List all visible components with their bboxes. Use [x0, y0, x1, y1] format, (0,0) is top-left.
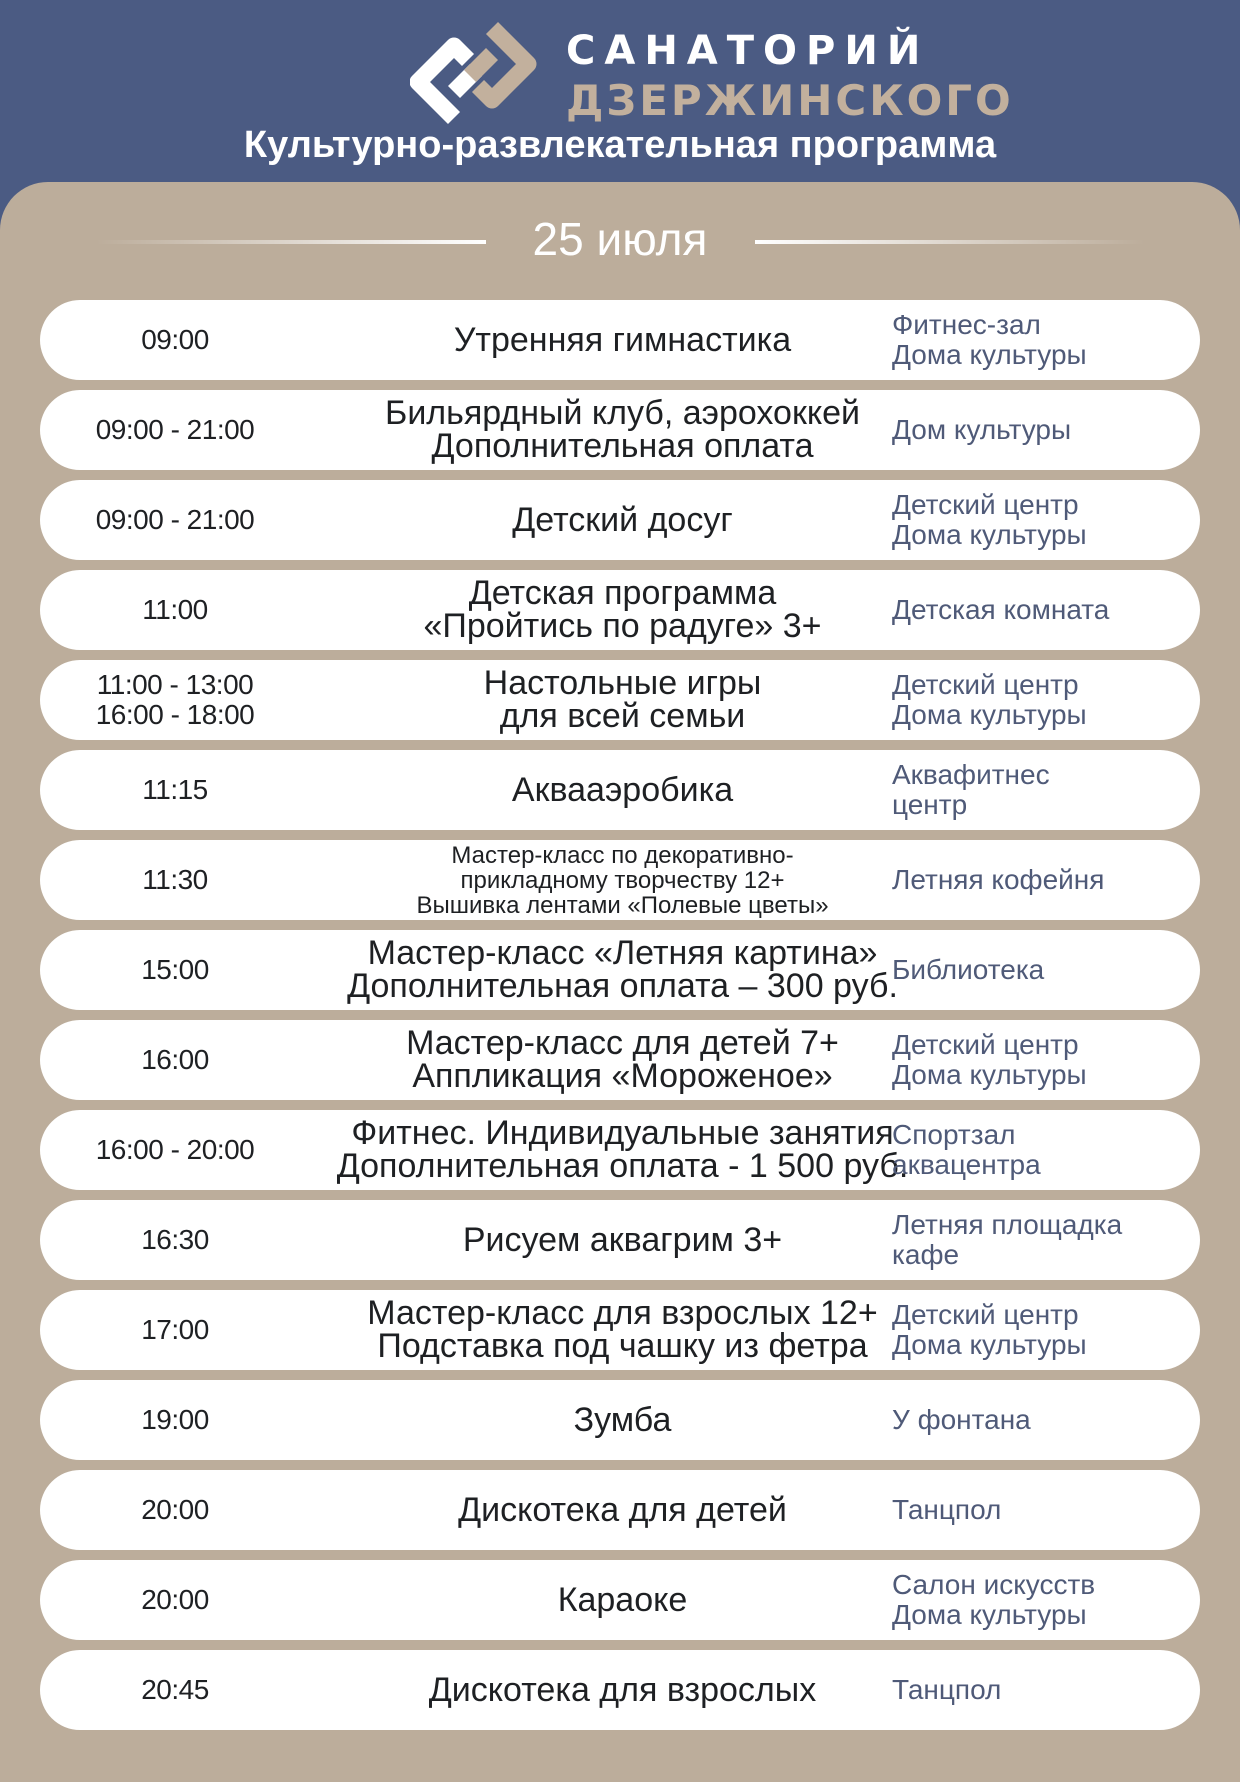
event-time — [40, 1650, 310, 1730]
event-time-line: 16:00 - 18:00 — [95, 699, 255, 730]
event-location-line: Детский центр — [892, 489, 1079, 520]
event-title-line: Дополнительная оплата - 1 500 руб. — [336, 1147, 909, 1185]
event-title-line: Зумба — [573, 1400, 672, 1439]
event-location — [892, 570, 1192, 650]
event-location-line: Детский центр — [892, 1029, 1079, 1060]
schedule-row — [40, 1020, 1200, 1100]
event-location-line: Детский центр — [892, 669, 1079, 700]
event-title-line: для всей семьи — [499, 697, 746, 735]
event-title — [310, 750, 935, 830]
event-time — [40, 750, 310, 830]
sanatorium-logo-icon — [410, 18, 560, 128]
event-time — [40, 1200, 310, 1280]
event-location — [892, 840, 1192, 920]
schedule-row — [40, 1200, 1200, 1280]
event-title-line: Вышивка лентами «Полевые цветы» — [416, 891, 829, 919]
date-heading — [0, 206, 1240, 276]
event-title-line: Рисуем аквагрим 3+ — [462, 1220, 783, 1259]
event-title-line: Подставка под чашку из фетра — [377, 1327, 868, 1365]
event-time — [40, 1290, 310, 1370]
event-title-line: прикладному творчеству 12+ — [460, 866, 785, 894]
event-location — [892, 1470, 1192, 1550]
event-title — [310, 480, 935, 560]
event-time-line: 15:00 — [141, 954, 209, 985]
schedule-row — [40, 1110, 1200, 1190]
event-location — [892, 660, 1192, 740]
brand-name-line-2: ДЗЕРЖИНСКОГО — [566, 76, 1014, 125]
event-location-line: Дома культуры — [892, 699, 1087, 730]
event-time — [40, 930, 310, 1010]
event-location — [892, 750, 1192, 830]
event-time-line: 11:15 — [142, 774, 208, 805]
event-time-line: 20:00 — [141, 1494, 209, 1525]
schedule-row — [40, 930, 1200, 1010]
event-location-line: Спортзал — [892, 1119, 1016, 1150]
event-title — [310, 660, 935, 740]
event-title-line: Дискотека для детей — [458, 1490, 787, 1529]
event-location — [892, 480, 1192, 560]
event-title — [310, 1290, 935, 1370]
schedule-row — [40, 840, 1200, 920]
schedule-row — [40, 1650, 1200, 1730]
event-title-line: Дополнительная оплата – 300 руб. — [347, 967, 898, 1005]
event-title-line: Детский досуг — [512, 500, 733, 539]
event-location-line: Дом культуры — [892, 414, 1072, 445]
event-time — [40, 1560, 310, 1640]
event-time-line: 16:30 — [141, 1224, 209, 1255]
event-time-line: 20:00 — [141, 1584, 209, 1615]
event-title-line: Аппликация «Мороженое» — [412, 1057, 833, 1095]
event-location — [892, 1020, 1192, 1100]
event-location — [892, 1650, 1192, 1730]
event-location — [892, 390, 1192, 470]
event-time — [40, 570, 310, 650]
event-title — [310, 390, 935, 470]
event-time-line: 11:30 — [142, 864, 208, 895]
event-location — [892, 1560, 1192, 1640]
event-location-line: центр — [892, 789, 968, 820]
event-title-line: Мастер-класс по декоративно- — [451, 841, 794, 869]
event-title — [310, 930, 935, 1010]
event-title-line: Мастер-класс для детей 7+ — [406, 1024, 839, 1062]
event-title-line: Мастер-класс для взрослых 12+ — [367, 1294, 878, 1332]
event-title-line: Караоке — [557, 1580, 688, 1619]
event-location — [892, 930, 1192, 1010]
event-title-line: Фитнес. Индивидуальные занятия — [351, 1114, 894, 1152]
event-location-line: Библиотека — [892, 954, 1045, 985]
event-time-line: 19:00 — [141, 1404, 209, 1435]
event-title — [310, 1470, 935, 1550]
event-location-line: Детская комната — [892, 594, 1110, 625]
event-location-line: Салон искусств — [892, 1569, 1096, 1600]
event-time — [40, 300, 310, 380]
event-time — [40, 480, 310, 560]
event-time — [40, 1380, 310, 1460]
event-title-line: «Пройтись по радуге» 3+ — [423, 607, 822, 645]
event-title — [310, 300, 935, 380]
event-time-line: 09:00 — [141, 324, 209, 355]
event-location-line: Дома культуры — [892, 339, 1087, 370]
event-title-line: Аквааэробика — [511, 770, 734, 809]
date-label: 25 июля — [532, 213, 708, 265]
schedule-row — [40, 390, 1200, 470]
event-location — [892, 1290, 1192, 1370]
event-location — [892, 1110, 1192, 1190]
schedule-row — [40, 1290, 1200, 1370]
schedule-row — [40, 1560, 1200, 1640]
schedule-row — [40, 660, 1200, 740]
event-location-line: Детский центр — [892, 1299, 1079, 1330]
event-location-line: Дома культуры — [892, 1599, 1087, 1630]
event-title — [310, 1380, 935, 1460]
event-title-line: Утренняя гимнастика — [453, 320, 792, 359]
event-location — [892, 1380, 1192, 1460]
event-location-line: кафе — [892, 1239, 960, 1270]
event-title-line: Бильярдный клуб, аэрохоккей — [385, 394, 860, 432]
event-time — [40, 1110, 310, 1190]
event-title — [310, 1110, 935, 1190]
event-location-line: У фонтана — [892, 1404, 1031, 1435]
event-location-line: Летняя кофейня — [892, 864, 1105, 895]
event-location — [892, 1200, 1192, 1280]
event-time-line: 11:00 - 13:00 — [96, 669, 254, 700]
event-location-line: Летняя площадка — [892, 1209, 1123, 1240]
event-time-line: 09:00 - 21:00 — [95, 504, 255, 535]
schedule-row — [40, 750, 1200, 830]
event-time — [40, 1470, 310, 1550]
header — [0, 0, 1240, 190]
event-time — [40, 840, 310, 920]
event-time-line: 11:00 — [142, 594, 208, 625]
event-time-line: 20:45 — [141, 1674, 209, 1705]
event-title-line: Детская программа — [468, 574, 777, 612]
schedule-row — [40, 1470, 1200, 1550]
event-time — [40, 660, 310, 740]
event-location-line: аквацентра — [892, 1149, 1041, 1180]
schedule-row — [40, 1380, 1200, 1460]
event-title — [310, 1020, 935, 1100]
event-location-line: Аквафитнес — [892, 759, 1050, 790]
schedule-row — [40, 480, 1200, 560]
event-location — [892, 300, 1192, 380]
schedule-row — [40, 300, 1200, 380]
event-title-line: Настольные игры — [483, 664, 762, 702]
event-location-line: Фитнес-зал — [892, 309, 1041, 340]
event-title — [310, 570, 935, 650]
page-title: Культурно-развлекательная программа — [243, 124, 997, 166]
event-title — [310, 1560, 935, 1640]
event-title — [310, 1650, 935, 1730]
logo — [410, 18, 1014, 128]
event-location-line: Дома культуры — [892, 1329, 1087, 1360]
event-title — [310, 1200, 935, 1280]
event-location-line: Дома культуры — [892, 519, 1087, 550]
event-location-line: Танцпол — [892, 1494, 1002, 1525]
event-time — [40, 1020, 310, 1100]
event-time-line: 17:00 — [141, 1314, 209, 1345]
event-time-line: 16:00 — [141, 1044, 209, 1075]
brand-name-line-1: САНАТОРИЙ — [566, 28, 930, 74]
event-time-line: 09:00 - 21:00 — [95, 414, 255, 445]
event-time-line: 16:00 - 20:00 — [95, 1134, 255, 1165]
event-location-line: Танцпол — [892, 1674, 1002, 1705]
event-title — [310, 840, 935, 920]
schedule-row — [40, 570, 1200, 650]
event-location-line: Дома культуры — [892, 1059, 1087, 1090]
event-time — [40, 390, 310, 470]
event-title-line: Мастер-класс «Летняя картина» — [367, 934, 878, 972]
event-title-line: Дискотека для взрослых — [428, 1670, 817, 1709]
event-title-line: Дополнительная оплата — [431, 427, 814, 465]
